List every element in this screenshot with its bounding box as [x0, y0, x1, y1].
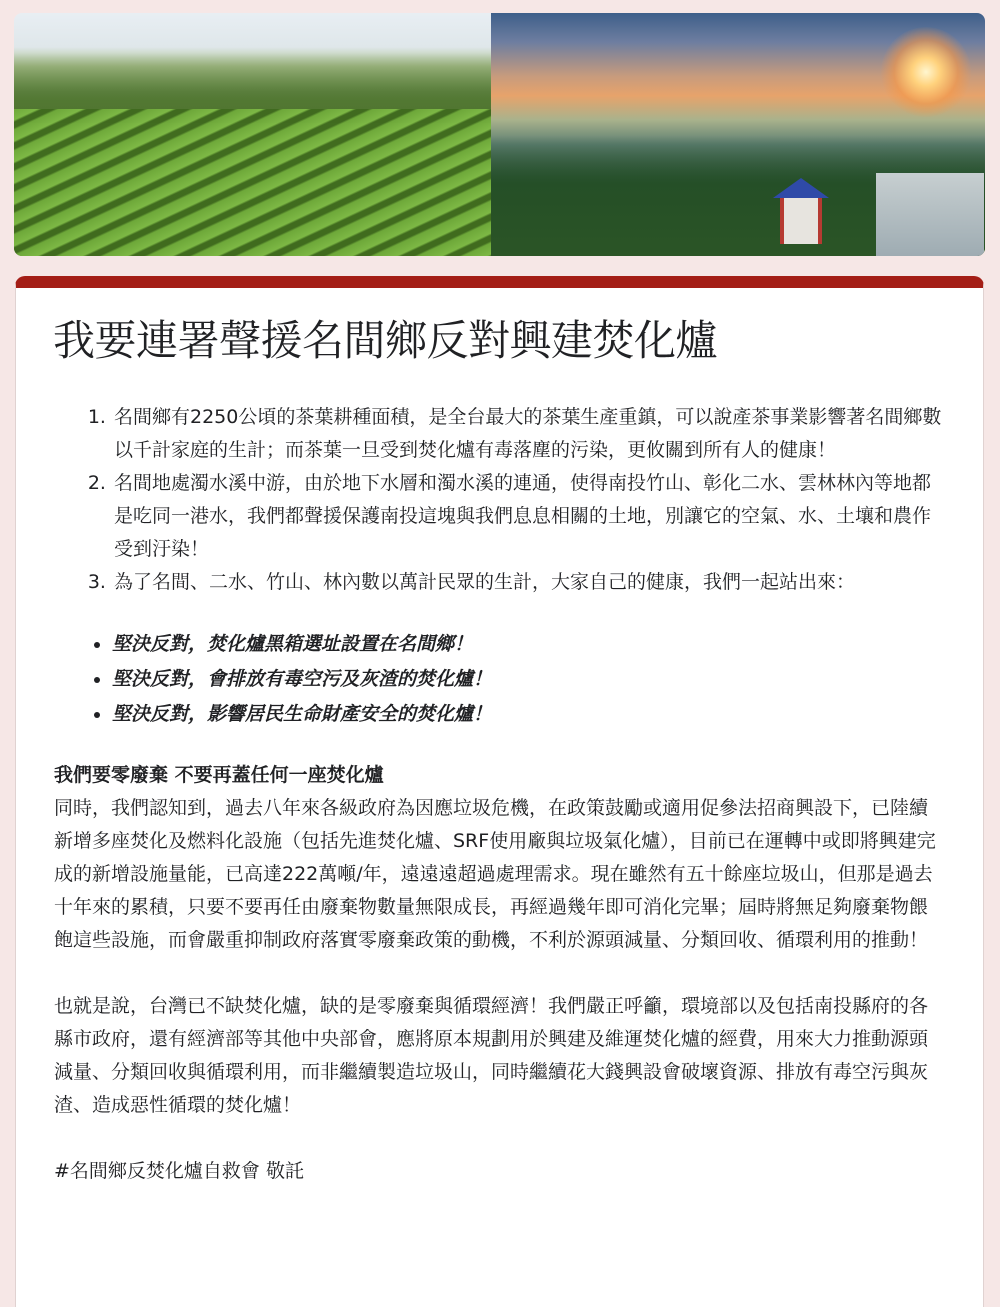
mountain-sunset-image	[491, 13, 985, 256]
stance-list	[54, 627, 944, 732]
form-title: 我要連署聲援名間鄉反對興建焚化爐	[53, 316, 718, 365]
section-heading: 我們要零廢棄 不要再蓋任何一座焚化爐	[54, 764, 384, 786]
form-description	[54, 401, 944, 1188]
body-paragraph: 也就是說，台灣已不缺焚化爐，缺的是零廢棄與循環經濟！我們嚴正呼籲，環境部以及包括南投縣府的各縣市政府，還有經濟部等其他中央部會，應將原本規劃用於興建及維運焚化爐的經費，用來大力推動源頭減量、分類回收與循環利用，而非繼續製造垃圾山，同時繼續花大錢興設會破壞資源、排放有毒空污與灰渣、造成惡性循環的焚化爐！	[54, 995, 929, 1116]
viewing-deck	[876, 173, 984, 256]
stance-item: • 堅決反對，會排放有毒空污及灰渣的焚化爐！	[112, 662, 944, 697]
reasons-list	[54, 401, 944, 599]
tea-rows	[14, 109, 491, 256]
stance-item: • 堅決反對，影響居民生命財產安全的焚化爐！	[112, 697, 944, 732]
reason-item: 3. 為了名間、二水、竹山、林內數以萬計民眾的生計，大家自己的健康，我們一起站出來：	[112, 566, 944, 599]
signature: #名間鄉反焚化爐自救會 敬託	[54, 1160, 304, 1182]
form-header-card	[15, 276, 984, 1307]
body-paragraph: 同時，我們認知到，過去八年來各級政府為因應垃圾危機，在政策鼓勵或適用促參法招商興設下，已陸續新增多座焚化及燃料化設施（包括先進焚化爐、SRF使用廠與垃圾氣化爐），目前已在運轉中或即將興建完成的新增設施量能，已高達222萬噸/年，遠遠遠超過處理需求。現在雖然有五十餘座垃圾山，但那是過去十年來的累積，只要不要再任由廢棄物數量無限成長，再經過幾年即可消化完畢；屆時將無足夠廢棄物餵飽這些設施，而會嚴重抑制政府落實零廢棄政策的動機，不利於源頭減量、分類回收、循環利用的推動！	[54, 797, 936, 951]
pavilion-roof	[773, 178, 829, 198]
pavilion-body	[780, 198, 822, 244]
tea-plantation-image	[14, 13, 491, 256]
reason-item: 2. 名間地處濁水溪中游，由於地下水層和濁水溪的連通，使得南投竹山、彰化二水、雲林林內等地都是吃同一港水，我們都聲援保護南投這塊與我們息息相關的土地，別讓它的空氣、水、土壤和農作受到汙染！	[112, 467, 944, 566]
reason-item: 1. 名間鄉有2250公頃的茶葉耕種面積，是全台最大的茶葉生產重鎮，可以說產茶事業影響著名間鄉數以千計家庭的生計；而茶葉一旦受到焚化爐有毒落塵的污染，更攸關到所有人的健康！	[112, 401, 944, 467]
stance-item: • 堅決反對，焚化爐黑箱選址設置在名間鄉！	[112, 627, 944, 662]
header-banner	[14, 13, 985, 256]
pavilion	[773, 178, 829, 248]
sun	[881, 27, 971, 117]
